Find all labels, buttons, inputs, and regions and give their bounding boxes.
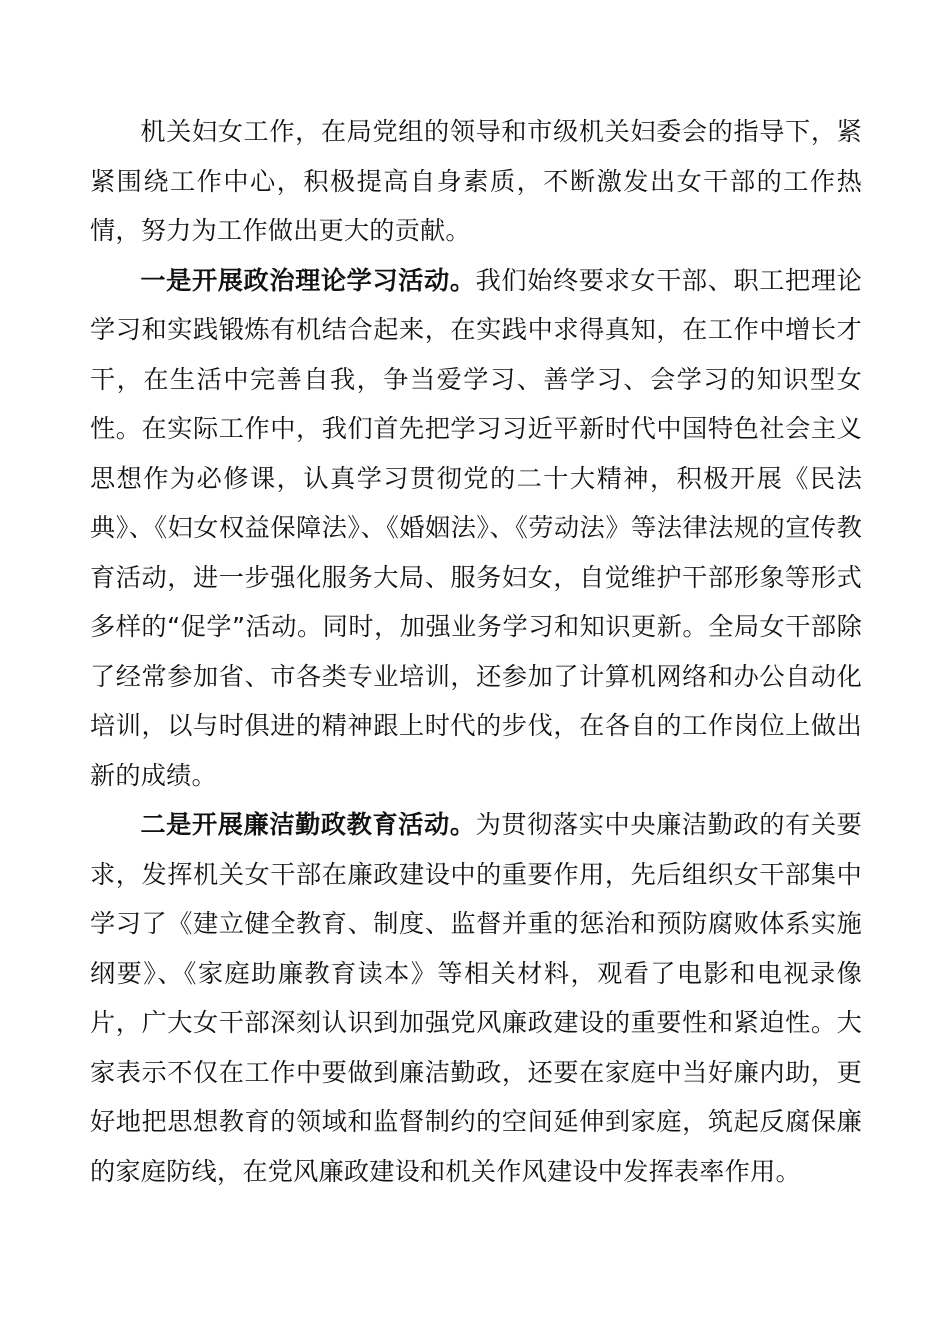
paragraph-text: 为贯彻落实中央廉洁勤政的有关要求，发挥机关女干部在廉政建设中的重要作用，先后组织女干部集中学习了《建立健全教育、制度、监督并重的惩治和预防腐败体系实施纲要》、《家庭助廉教育读本》等相关材料，观看了电影和电视录像片，广大女干部深刻认识到加强党风廉政建设的重要性和紧迫性。大家表示不仅在工作中要做到廉洁勤政，还要在家庭中当好廉内助，更好地把思想教育的领域和监督制约的空间延伸到家庭，筑起反腐保廉的家庭防线，在党风廉政建设和机关作风建设中发挥表率作用。 (90, 810, 862, 1186)
paragraph-text: 我们始终要求女干部、职工把理论学习和实践锻炼有机结合起来，在实践中求得真知，在工作中增长才干，在生活中完善自我，争当爱学习、善学习、会学习的知识型女性。在实际工作中，我们首先把学习习近平新时代中国特色社会主义思想作为必修课，认真学习贯彻党的二十大精神，积极开展《民法典》、《妇女权益保障法》、《婚姻法》、《劳动法》等法律法规的宣传教育活动，进一步强化服务大局、服务妇女，自觉维护干部形象等形式多样的“促学”活动。同时，加强业务学习和知识更新。全局女干部除了经常参加省、市各类专业培训，还参加了计算机网络和办公自动化培训，以与时俱进的精神跟上时代的步伐，在各自的工作岗位上做出新的成绩。 (90, 265, 862, 790)
paragraph-text: 机关妇女工作，在局党组的领导和市级机关妇委会的指导下，紧紧围绕工作中心，积极提高自身素质，不断激发出女干部的工作热情，努力为工作做出更大的贡献。 (90, 117, 862, 245)
paragraph-lead: 二是开展廉洁勤政教育活动。 (140, 810, 476, 839)
paragraph-lead: 一是开展政治理论学习活动。 (140, 265, 476, 295)
paragraph-intro (90, 107, 862, 256)
paragraph-integrity-education (90, 800, 862, 1196)
document-body (90, 107, 862, 1196)
paragraph-political-study (90, 256, 862, 801)
